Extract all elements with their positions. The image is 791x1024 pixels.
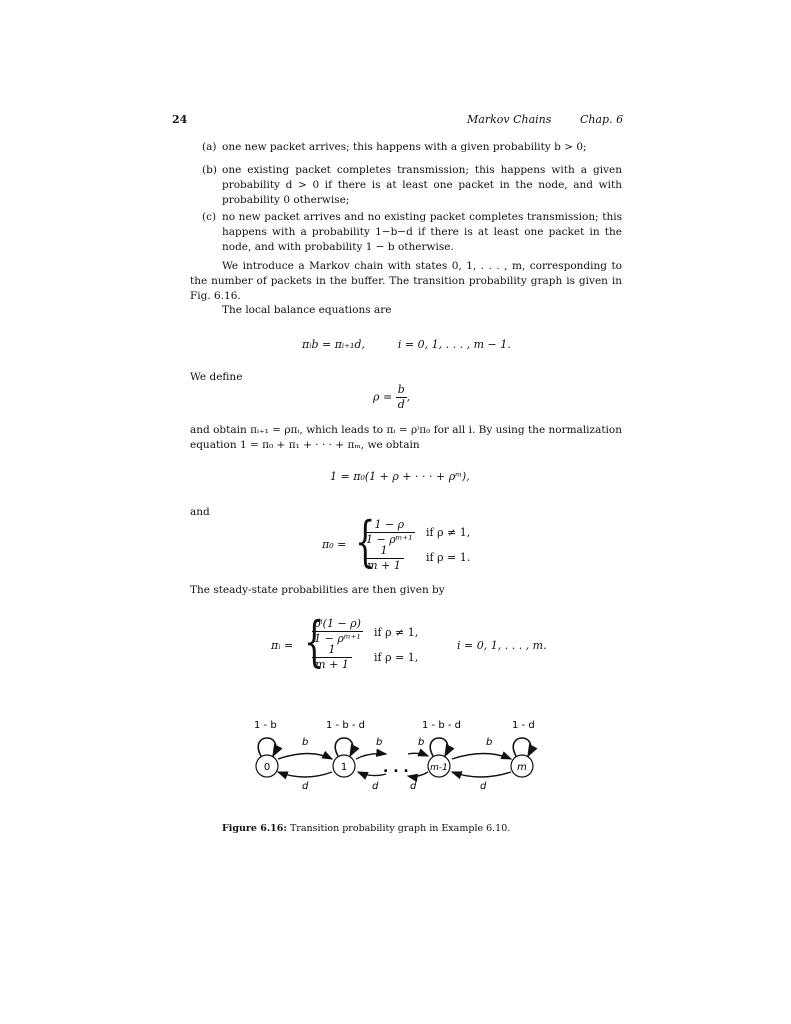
list-item-label: (a)	[202, 141, 217, 153]
backward-arc-1-0	[278, 772, 332, 777]
steady-state-text: The steady-state probabilities are then given by	[190, 584, 445, 596]
page-number: 24	[172, 113, 188, 126]
pii-case1-fraction	[312, 617, 363, 646]
rho-lhs: ρ =	[373, 390, 393, 404]
obtain-paragraph: and obtain πᵢ₊₁ = ρπᵢ, which leads to πᵢ = ρⁱπ₀ for all i. By using the normalization equation 1 = π₀ + π₁ + · · · + πₘ, we obtain	[190, 424, 622, 451]
we-define-text: We define	[190, 371, 243, 383]
list-item-a	[202, 140, 622, 155]
pi0-case1-cond: if ρ ≠ 1,	[426, 526, 471, 539]
and-text: and	[190, 506, 210, 518]
caption-text: Transition probability graph in Example 6.10.	[289, 823, 511, 834]
pii-case2-den: m + 1	[315, 658, 349, 671]
list-item-label: (b)	[202, 164, 217, 176]
pi0-case2-num: 1	[364, 544, 404, 559]
self-loop-m	[513, 738, 531, 756]
forward-label-2: b	[418, 737, 425, 748]
intro-paragraph: We introduce a Markov chain with states 0, 1, . . . , m, corresponding to the number of packets in the buffer. The transition probability graph is given in Fig. 6.16.	[190, 260, 622, 302]
normalization-equation: 1 = π₀(1 + ρ + · · · + ρᵐ),	[330, 470, 470, 483]
pi0-case1	[364, 518, 415, 547]
pii-case1-cond: if ρ ≠ 1,	[374, 626, 419, 639]
pii-case2-num: 1	[312, 643, 352, 658]
self-loop-label-0: 1 - b	[254, 720, 277, 731]
self-loop-1	[335, 738, 353, 756]
pii-case1-den: 1 − ρᵐ⁺¹	[314, 632, 361, 645]
backward-arc-m-1-dots	[408, 772, 428, 777]
pi0-case2-cond: if ρ = 1.	[426, 551, 471, 564]
pii-case1	[312, 617, 363, 646]
forward-arc-0-1	[278, 754, 332, 760]
pii-case2-fraction	[312, 643, 352, 672]
forward-label-3: b	[486, 737, 493, 748]
list-item-b	[202, 163, 622, 208]
state-label-m: m	[517, 762, 527, 773]
backward-arc-m-m-1	[452, 772, 511, 777]
rho-numerator: b	[397, 383, 405, 396]
self-loop-m-1	[430, 738, 448, 756]
pi0-case1-num: 1 − ρ	[364, 518, 415, 533]
list-item-text: one existing packet completes transmission; this happens with a given probability d > 0 if there is at least one packet in the node, and with probability 0 otherwise;	[222, 164, 622, 206]
list-item-text: one new packet arrives; this happens with a given probability b > 0;	[222, 141, 587, 153]
rho-definition	[373, 383, 410, 412]
left-brace: {	[303, 610, 325, 673]
rho-end: ,	[406, 390, 411, 404]
forward-label-1: b	[376, 737, 383, 748]
forward-arc-dots-m-1	[408, 753, 428, 756]
rho-fraction	[396, 383, 407, 412]
backward-label-0: d	[302, 781, 309, 792]
backward-label-1: d	[372, 781, 379, 792]
figure-caption	[222, 823, 510, 834]
pi0-case1-den: 1 − ρᵐ⁺¹	[366, 533, 413, 546]
forward-arc-1-dots	[356, 754, 386, 759]
balance-intro: The local balance equations are	[222, 304, 392, 316]
state-label-1: 1	[340, 762, 348, 773]
pii-case2-cond: if ρ = 1,	[374, 651, 419, 664]
self-loop-0	[258, 738, 276, 756]
self-loop-label-m-1: 1 - b - d	[422, 720, 461, 731]
backward-label-3: d	[480, 781, 487, 792]
running-title: Markov Chains	[467, 113, 552, 126]
pii-lhs: πᵢ =	[271, 639, 294, 652]
pii-case2	[312, 643, 352, 672]
balance-equation	[302, 338, 511, 351]
pi0-lhs: π₀ =	[322, 538, 347, 551]
list-item-c	[202, 210, 622, 255]
self-loop-label-m: 1 - d	[512, 720, 535, 731]
state-label-m-1: m-1	[430, 763, 448, 773]
list-item-text: no new packet arrives and no existing packet completes transmission; this happens with a probability 1−b−d if there is at least one packet in the node, and with probability 1 − b otherwise.	[222, 211, 622, 253]
forward-label-0: b	[302, 737, 309, 748]
backward-label-2: d	[410, 781, 417, 792]
balance-rhs: i = 0, 1, . . . , m − 1.	[397, 338, 511, 351]
pi0-case2	[364, 544, 404, 573]
pi0-case1-fraction	[364, 518, 415, 547]
pii-range: i = 0, 1, . . . , m.	[457, 639, 547, 652]
self-loop-label-1: 1 - b - d	[326, 720, 365, 731]
list-item-label: (c)	[202, 211, 217, 223]
backward-arc-dots-1	[358, 772, 386, 776]
pi0-case2-den: m + 1	[367, 559, 401, 572]
pii-case1-num: ρⁱ(1 − ρ)	[314, 617, 361, 630]
left-brace: {	[354, 510, 376, 573]
balance-lhs: πᵢb = πᵢ₊₁d,	[302, 338, 365, 351]
chapter-label: Chap. 6	[580, 113, 624, 126]
ellipsis: . . .	[383, 760, 409, 776]
pi0-case2-fraction	[364, 544, 404, 573]
forward-arc-m-1-m	[452, 754, 511, 760]
rho-denominator: d	[397, 398, 405, 411]
state-label-0: 0	[263, 762, 271, 773]
transition-graph	[240, 712, 560, 812]
caption-label: Figure 6.16:	[222, 823, 287, 834]
